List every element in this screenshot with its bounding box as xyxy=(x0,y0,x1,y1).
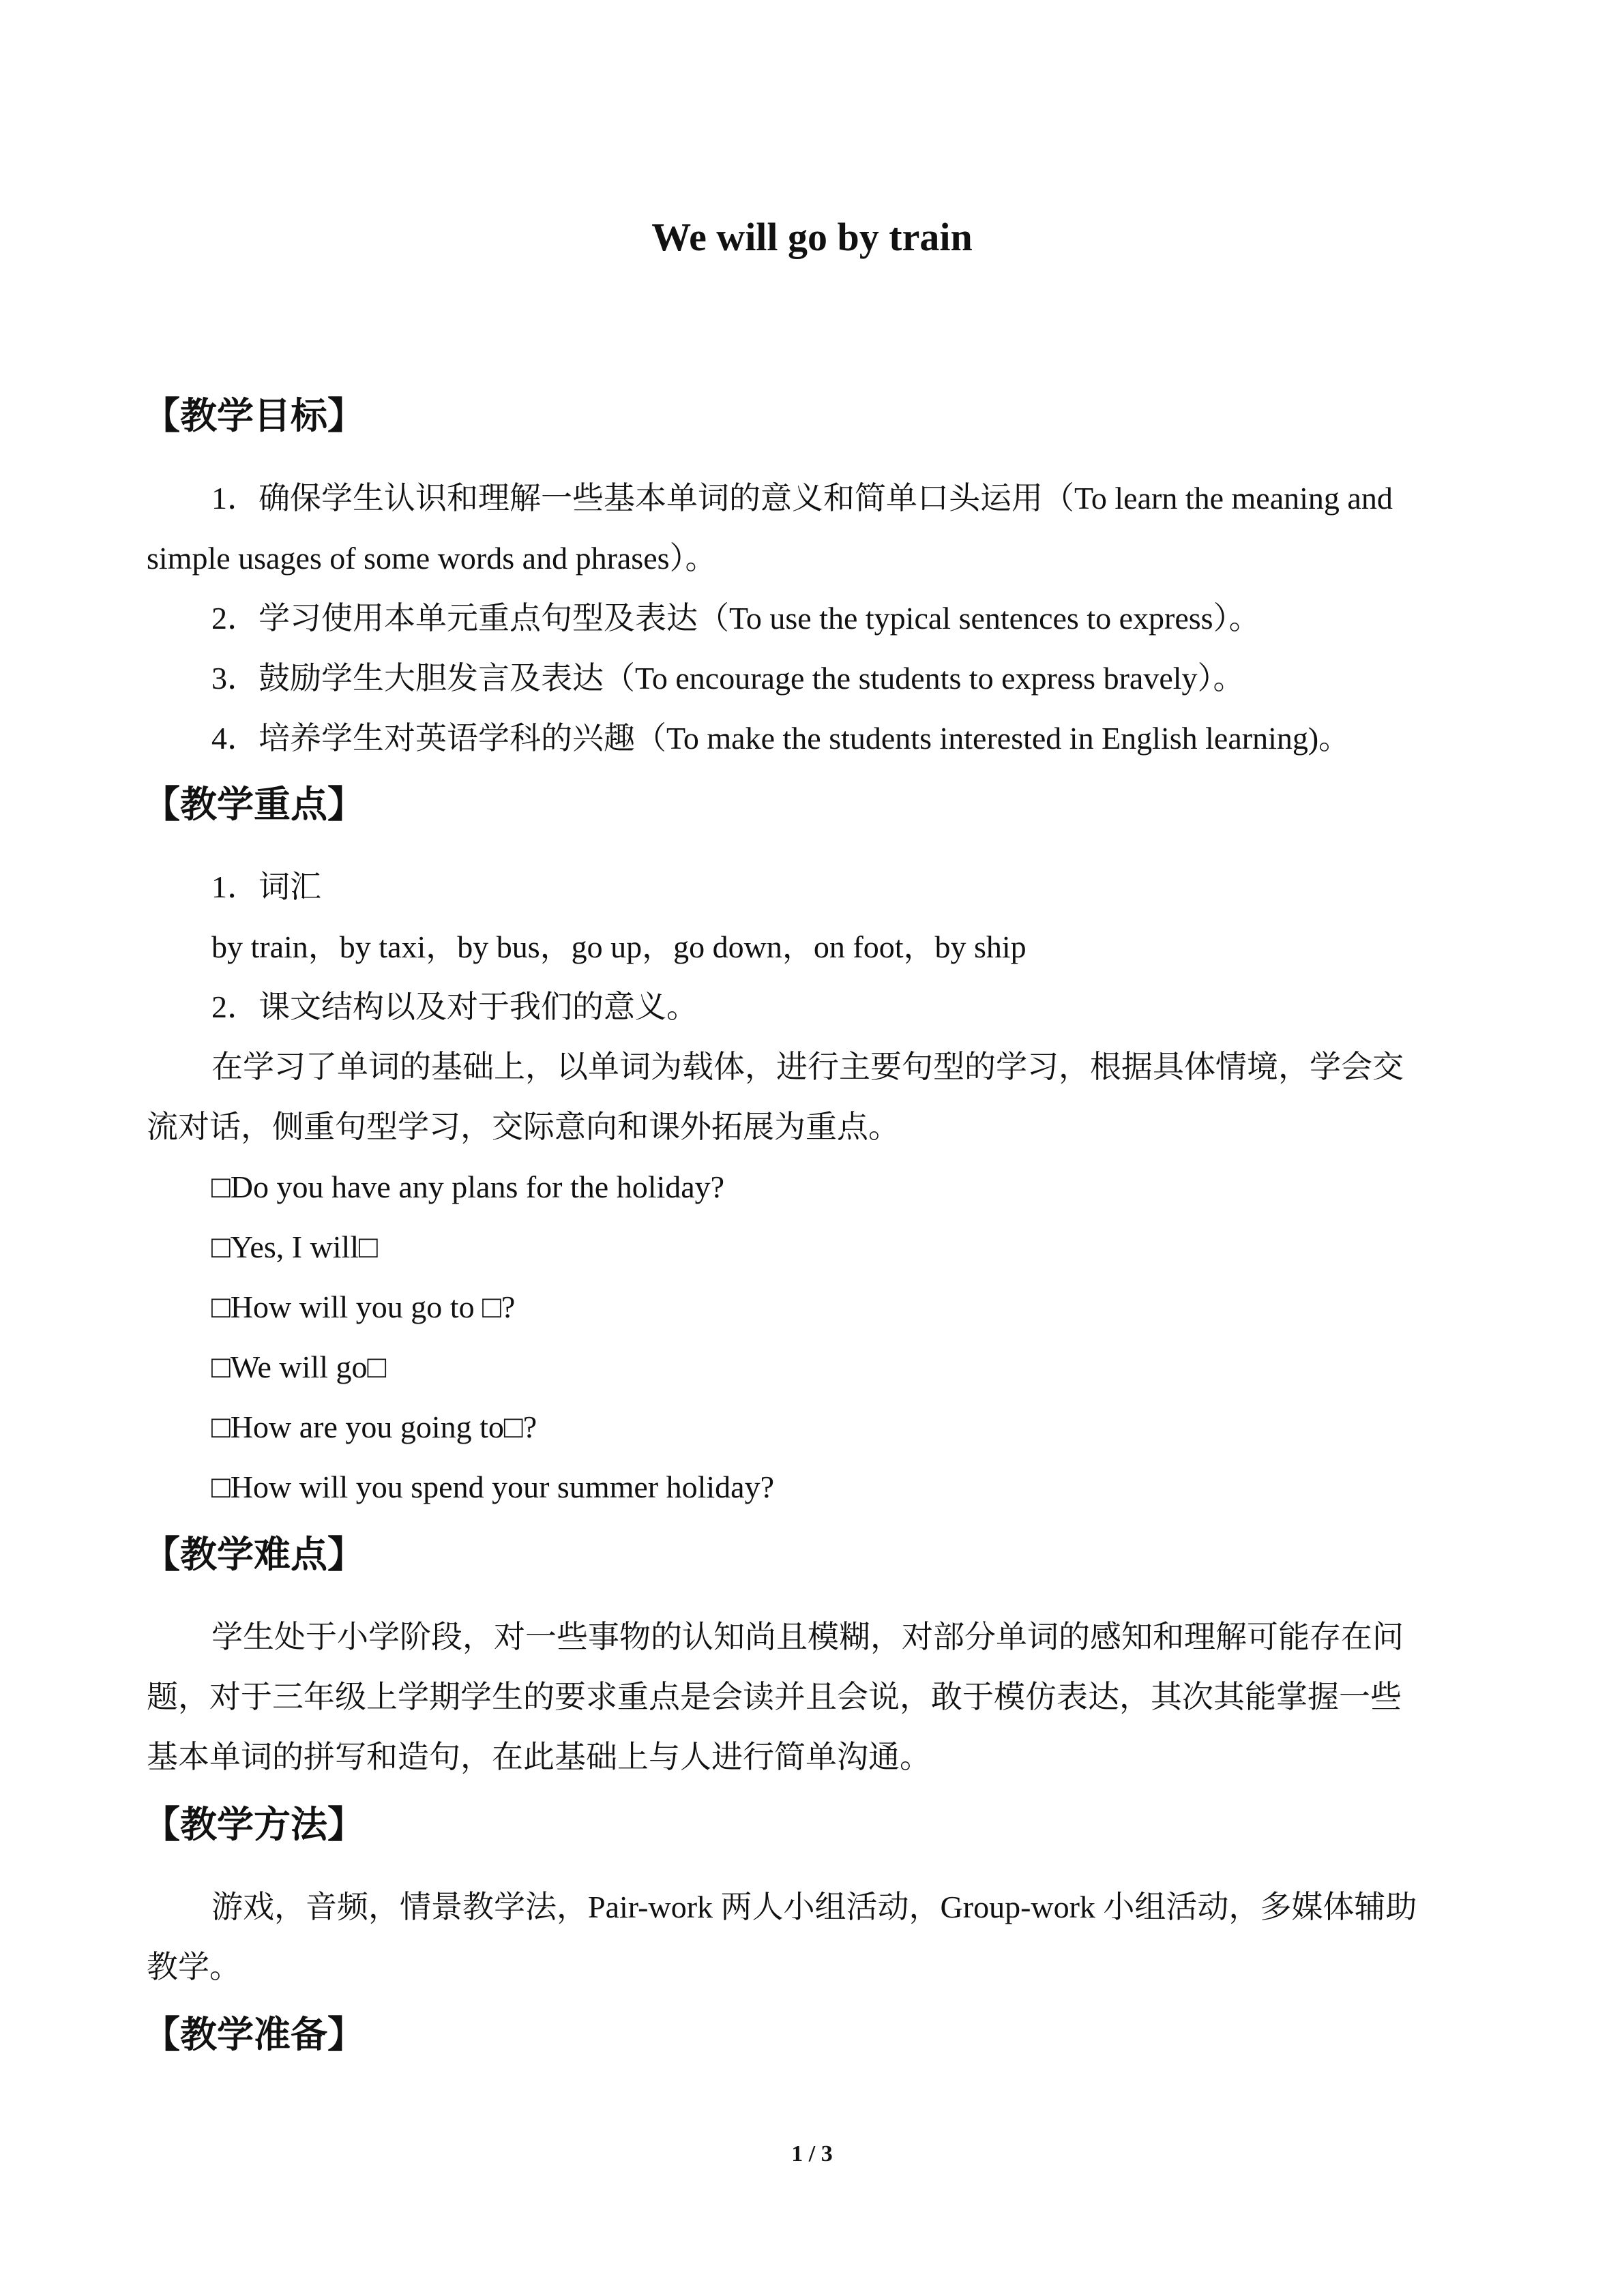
method-line: 游戏，音频，情景教学法，Pair-work 两人小组活动，Group-work 小组活动，多媒体辅助 xyxy=(211,1890,1417,1924)
section-heading-objectives: 【教学目标】 xyxy=(143,394,364,437)
objective-line: 4．培养学生对英语学科的兴趣（To make the students interested in English learning)。 xyxy=(211,721,1350,756)
section-heading-methods: 【教学方法】 xyxy=(143,1803,364,1846)
difficulty-line: 学生处于小学阶段，对一些事物的认知尚且模糊，对部分单词的感知和理解可能存在问 xyxy=(211,1620,1404,1654)
objective-line: 1．确保学生认识和理解一些基本单词的意义和简单口头运用（To learn the meaning and xyxy=(211,481,1393,516)
section-heading-key-points: 【教学重点】 xyxy=(143,783,364,826)
page-number: 1 / 3 xyxy=(791,2141,833,2166)
section-heading-preparation: 【教学准备】 xyxy=(143,2013,364,2056)
sentence-pattern: □Yes, I will□ xyxy=(211,1229,378,1264)
sentence-pattern: □How are you going to□? xyxy=(211,1410,537,1444)
key-point-line: 在学习了单词的基础上，以单词为载体，进行主要句型的学习，根据具体情境，学会交 xyxy=(211,1049,1404,1084)
difficulty-line: 基本单词的拼写和造句，在此基础上与人进行简单沟通。 xyxy=(147,1740,931,1774)
objective-line: simple usages of some words and phrases）。 xyxy=(147,541,717,576)
key-point-line: 1．词汇 xyxy=(211,869,321,904)
key-point-line: by train，by taxi，by bus，go up，go down，on foot，by ship xyxy=(211,929,1027,964)
objective-line: 2．学习使用本单元重点句型及表达（To use the typical sentences to express）。 xyxy=(211,601,1260,636)
difficulty-line: 题，对于三年级上学期学生的要求重点是会读并且会说，敢于模仿表达，其次其能掌握一些 xyxy=(147,1680,1402,1714)
sentence-pattern: □How will you go to □? xyxy=(211,1289,516,1324)
sentence-pattern: □We will go□ xyxy=(211,1350,387,1384)
document-title: We will go by train xyxy=(651,215,973,259)
sentence-pattern: □How will you spend your summer holiday? xyxy=(211,1470,775,1504)
method-line: 教学。 xyxy=(147,1950,241,1984)
section-heading-difficulties: 【教学难点】 xyxy=(143,1533,364,1576)
key-point-line: 流对话，侧重句型学习，交际意向和课外拓展为重点。 xyxy=(147,1109,900,1144)
key-point-line: 2．课文结构以及对于我们的意义。 xyxy=(211,989,698,1024)
objective-line: 3．鼓励学生大胆发言及表达（To encourage the students to express bravely）。 xyxy=(211,661,1245,696)
sentence-pattern: □Do you have any plans for the holiday? xyxy=(211,1169,725,1204)
